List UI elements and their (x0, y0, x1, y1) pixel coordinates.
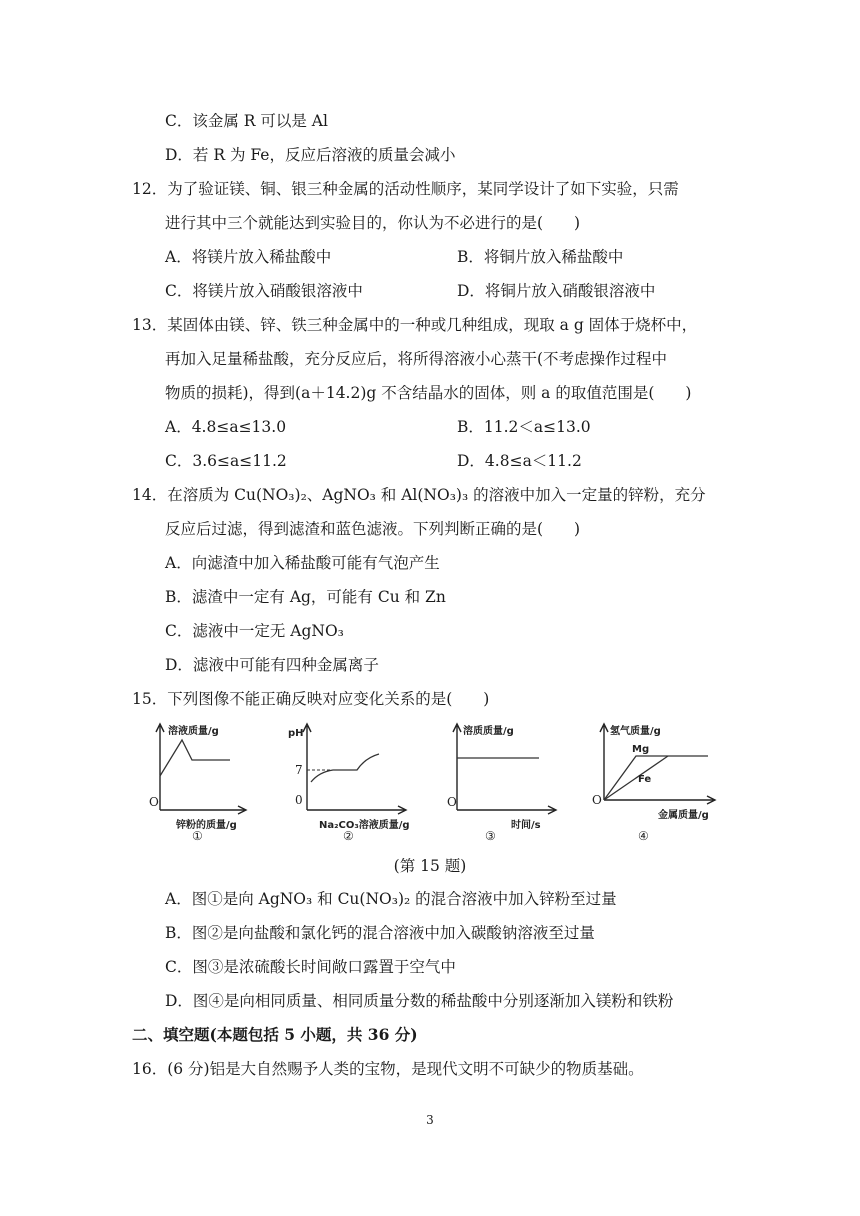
graph-2-number: ② (343, 829, 354, 843)
q15-option-b: B．图②是向盐酸和氯化钙的混合溶液中加入碳酸钠溶液至过量 (165, 924, 595, 942)
graph-2-xlabel: Na₂CO₃溶液质量/g (319, 820, 410, 831)
q13-option-b: B．11.2＜a≤13.0 (457, 418, 591, 436)
q12-option-c: C．将镁片放入硝酸银溶液中 (165, 282, 363, 300)
q15-option-c: C．图③是浓硫酸长时间敞口露置于空气中 (165, 958, 456, 976)
q15-option-a: A．图①是向 AgNO₃ 和 Cu(NO₃)₂ 的混合溶液中加入锌粉至过量 (165, 890, 617, 908)
q14-option-a: A．向滤渣中加入稀盐酸可能有气泡产生 (165, 554, 440, 572)
q15-graph-3 (443, 718, 563, 842)
q13-stem-line3: 物质的损耗)，得到(a＋14.2)g 不含结晶水的固体，则 a 的取值范围是( ) (165, 384, 692, 402)
q16-stem: 16．(6 分)铝是大自然赐予人类的宝物，是现代文明不可缺少的物质基础。 (132, 1060, 644, 1078)
graph-1-number: ① (192, 829, 203, 843)
graph-4-number: ④ (638, 829, 649, 843)
q14-stem-line2: 反应后过滤，得到滤渣和蓝色滤液。下列判断正确的是( ) (165, 520, 581, 538)
q14-option-d: D．滤液中可能有四种金属离子 (165, 656, 379, 674)
graph-1-xlabel: 锌粉的质量/g (176, 820, 237, 831)
section-heading: 二、填空题(本题包括 5 小题，共 36 分) (132, 1025, 418, 1044)
graph-4-label-mg: Mg (632, 744, 650, 755)
q13-stem-line1: 13．某固体由镁、锌、铁三种金属中的一种或几种组成，现取 a g 固体于烧杯中， (132, 316, 698, 334)
graph-4-xlabel: 金属质量/g (658, 810, 709, 821)
q13-stem-line2: 再加入足量稀盐酸，充分反应后，将所得溶液小心蒸干(不考虑操作过程中 (165, 350, 668, 368)
graph-4-origin: O (592, 793, 602, 807)
q15-option-d: D．图④是向相同质量、相同质量分数的稀盐酸中分别逐渐加入镁粉和铁粉 (165, 992, 674, 1010)
graph-4-label-fe: Fe (638, 774, 652, 785)
q13-option-a: A．4.8≤a≤13.0 (165, 418, 287, 436)
page-number: 3 (426, 1113, 434, 1127)
q15-graph-4 (590, 718, 720, 842)
q13-option-d: D．4.8≤a＜11.2 (457, 452, 582, 470)
q12-stem-line2: 进行其中三个就能达到实验目的，你认为不必进行的是( ) (165, 214, 581, 232)
q11-option-c: C．该金属 R 可以是 Al (165, 112, 328, 130)
graph-3-ylabel: 溶质质量/g (463, 726, 514, 737)
figure-caption: (第 15 题) (393, 857, 467, 875)
q12-option-b: B．将铜片放入稀盐酸中 (457, 248, 624, 266)
q12-option-d: D．将铜片放入硝酸银溶液中 (457, 282, 656, 300)
graph-3-number: ③ (485, 829, 496, 843)
q12-option-a: A．将镁片放入稀盐酸中 (165, 248, 332, 266)
q15-stem: 15．下列图像不能正确反映对应变化关系的是( ) (132, 690, 490, 708)
q15-graph-1 (140, 718, 250, 842)
q14-option-b: B．滤渣中一定有 Ag，可能有 Cu 和 Zn (165, 588, 446, 606)
graph-4-ylabel: 氢气质量/g (610, 726, 661, 737)
q13-option-c: C．3.6≤a≤11.2 (165, 452, 287, 470)
q15-graph-2 (287, 718, 417, 842)
q14-stem-line1: 14．在溶质为 Cu(NO₃)₂、AgNO₃ 和 Al(NO₃)₃ 的溶液中加入一定量的锌粉，充分 (132, 486, 706, 504)
q14-option-c: C．滤液中一定无 AgNO₃ (165, 622, 344, 640)
graph-2-tick-7: 7 (295, 763, 303, 777)
q11-option-d: D．若 R 为 Fe，反应后溶液的质量会减小 (165, 146, 456, 164)
graph-2-ylabel: pH (288, 728, 304, 739)
graph-1-origin: O (149, 795, 159, 809)
graph-1-ylabel: 溶液质量/g (168, 726, 219, 737)
q12-stem-line1: 12．为了验证镁、铜、银三种金属的活动性顺序，某同学设计了如下实验，只需 (132, 180, 679, 198)
graph-3-origin: O (447, 795, 457, 809)
graph-2-origin: 0 (295, 793, 303, 807)
graph-3-xlabel: 时间/s (511, 820, 541, 831)
